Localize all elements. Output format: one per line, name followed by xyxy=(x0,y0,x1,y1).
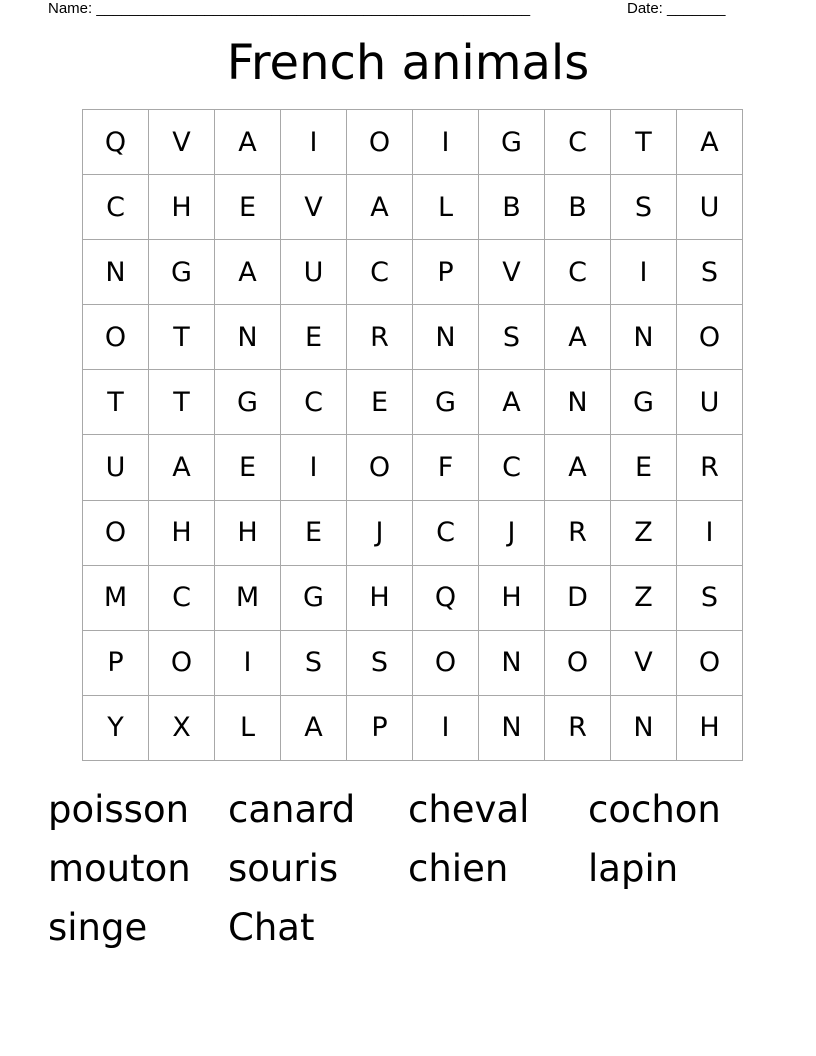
grid-letter-cell: S xyxy=(281,630,347,695)
grid-row xyxy=(83,435,743,500)
grid-letter-cell: O xyxy=(413,630,479,695)
grid-letter-cell: N xyxy=(611,305,677,370)
grid-letter-cell: V xyxy=(479,240,545,305)
grid-letter-cell: B xyxy=(545,175,611,240)
grid-letter-cell: S xyxy=(347,630,413,695)
grid-letter-cell: X xyxy=(149,695,215,760)
grid-letter-cell: C xyxy=(347,240,413,305)
grid-letter-cell: U xyxy=(677,175,743,240)
grid-letter-cell: A xyxy=(479,370,545,435)
grid-letter-cell: J xyxy=(347,500,413,565)
grid-letter-cell: S xyxy=(611,175,677,240)
header-line xyxy=(48,0,748,20)
grid-letter-cell: E xyxy=(215,175,281,240)
grid-letter-cell: H xyxy=(479,565,545,630)
grid-letter-cell: E xyxy=(215,435,281,500)
grid-letter-cell: I xyxy=(413,110,479,175)
grid-letter-cell: C xyxy=(545,110,611,175)
grid-letter-cell: Q xyxy=(83,110,149,175)
word-list-item: Chat xyxy=(228,906,315,949)
grid-letter-cell: A xyxy=(545,435,611,500)
grid-letter-cell: T xyxy=(149,370,215,435)
grid-letter-cell: U xyxy=(281,240,347,305)
grid-row xyxy=(83,175,743,240)
grid-letter-cell: N xyxy=(83,240,149,305)
grid-letter-cell: C xyxy=(413,500,479,565)
grid-letter-cell: A xyxy=(281,695,347,760)
grid-letter-cell: Q xyxy=(413,565,479,630)
grid-letter-cell: V xyxy=(149,110,215,175)
grid-letter-cell: A xyxy=(215,240,281,305)
grid-row xyxy=(83,240,743,305)
grid-letter-cell: C xyxy=(545,240,611,305)
grid-letter-cell: H xyxy=(149,500,215,565)
grid-row xyxy=(83,500,743,565)
grid-letter-cell: I xyxy=(281,435,347,500)
grid-letter-cell: N xyxy=(215,305,281,370)
grid-letter-cell: O xyxy=(149,630,215,695)
grid-letter-cell: O xyxy=(677,630,743,695)
grid-letter-cell: S xyxy=(677,565,743,630)
grid-letter-cell: A xyxy=(347,175,413,240)
grid-letter-cell: R xyxy=(545,695,611,760)
grid-letter-cell: G xyxy=(413,370,479,435)
word-list-item: poisson xyxy=(48,788,190,831)
grid-letter-cell: Y xyxy=(83,695,149,760)
grid-letter-cell: L xyxy=(413,175,479,240)
grid-letter-cell: D xyxy=(545,565,611,630)
grid-letter-cell: E xyxy=(281,500,347,565)
grid-letter-cell: T xyxy=(83,370,149,435)
grid-letter-cell: O xyxy=(545,630,611,695)
grid-letter-cell: R xyxy=(347,305,413,370)
grid-letter-cell: P xyxy=(347,695,413,760)
grid-letter-cell: E xyxy=(347,370,413,435)
grid-letter-cell: G xyxy=(149,240,215,305)
grid-letter-cell: E xyxy=(281,305,347,370)
grid-letter-cell: V xyxy=(281,175,347,240)
grid-letter-cell: T xyxy=(611,110,677,175)
grid-letter-cell: S xyxy=(479,305,545,370)
word-list-item: canard xyxy=(228,788,356,831)
grid-letter-cell: N xyxy=(611,695,677,760)
grid-letter-cell: H xyxy=(149,175,215,240)
grid-letter-cell: R xyxy=(545,500,611,565)
word-list-item: souris xyxy=(228,847,339,890)
grid-letter-cell: E xyxy=(611,435,677,500)
grid-letter-cell: U xyxy=(677,370,743,435)
grid-letter-cell: I xyxy=(413,695,479,760)
grid-letter-cell: P xyxy=(83,630,149,695)
grid-letter-cell: A xyxy=(545,305,611,370)
grid-letter-cell: L xyxy=(215,695,281,760)
grid-row xyxy=(83,370,743,435)
grid-letter-cell: G xyxy=(215,370,281,435)
grid-letter-cell: N xyxy=(479,695,545,760)
grid-row xyxy=(83,305,743,370)
grid-letter-cell: C xyxy=(149,565,215,630)
grid-letter-cell: H xyxy=(677,695,743,760)
grid-letter-cell: C xyxy=(83,175,149,240)
grid-letter-cell: J xyxy=(479,500,545,565)
grid-letter-cell: Z xyxy=(611,565,677,630)
grid-letter-cell: I xyxy=(611,240,677,305)
grid-row xyxy=(83,695,743,760)
grid-letter-cell: O xyxy=(347,435,413,500)
grid-letter-cell: H xyxy=(215,500,281,565)
grid-letter-cell: C xyxy=(281,370,347,435)
word-search-grid xyxy=(82,109,743,761)
grid-letter-cell: G xyxy=(281,565,347,630)
grid-letter-cell: O xyxy=(677,305,743,370)
grid-letter-cell: O xyxy=(347,110,413,175)
grid-row xyxy=(83,565,743,630)
word-list xyxy=(48,780,768,957)
grid-letter-cell: G xyxy=(479,110,545,175)
word-list-item: chien xyxy=(408,847,509,890)
word-list-item: singe xyxy=(48,906,148,949)
grid-letter-cell: G xyxy=(611,370,677,435)
grid-letter-cell: N xyxy=(545,370,611,435)
word-list-item: mouton xyxy=(48,847,191,890)
word-list-item: lapin xyxy=(588,847,679,890)
grid-letter-cell: I xyxy=(281,110,347,175)
grid-letter-cell: R xyxy=(677,435,743,500)
grid-letter-cell: O xyxy=(83,305,149,370)
grid-letter-cell: A xyxy=(677,110,743,175)
grid-letter-cell: N xyxy=(479,630,545,695)
name-field-label: Name: ____________________________________________________ xyxy=(48,0,531,17)
grid-row xyxy=(83,630,743,695)
grid-row xyxy=(83,110,743,175)
word-list-item: cheval xyxy=(408,788,530,831)
grid-letter-cell: A xyxy=(215,110,281,175)
grid-letter-cell: A xyxy=(149,435,215,500)
grid-letter-cell: N xyxy=(413,305,479,370)
grid-letter-cell: B xyxy=(479,175,545,240)
grid-letter-cell: H xyxy=(347,565,413,630)
word-list-item: cochon xyxy=(588,788,721,831)
grid-letter-cell: I xyxy=(677,500,743,565)
page-title: French animals xyxy=(226,35,590,91)
grid-letter-cell: V xyxy=(611,630,677,695)
grid-letter-cell: O xyxy=(83,500,149,565)
grid-letter-cell: M xyxy=(215,565,281,630)
grid-letter-cell: I xyxy=(215,630,281,695)
grid-letter-cell: M xyxy=(83,565,149,630)
grid-letter-cell: P xyxy=(413,240,479,305)
grid-letter-cell: U xyxy=(83,435,149,500)
grid-letter-cell: F xyxy=(413,435,479,500)
grid-letter-cell: S xyxy=(677,240,743,305)
grid-letter-cell: C xyxy=(479,435,545,500)
date-field-label: Date: _______ xyxy=(627,0,726,17)
grid-letter-cell: Z xyxy=(611,500,677,565)
grid-letter-cell: T xyxy=(149,305,215,370)
